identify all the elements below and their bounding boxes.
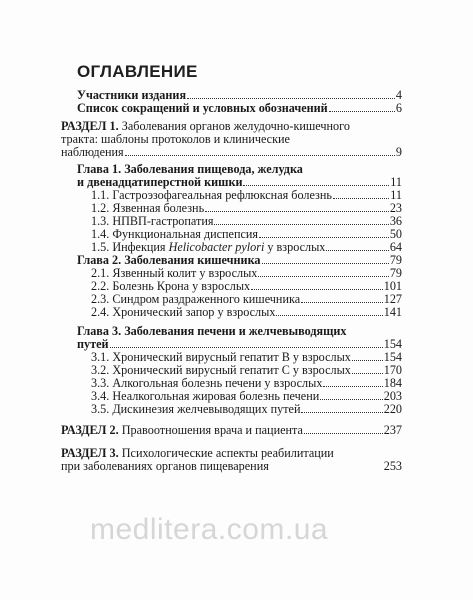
toc-page-number: 184: [383, 376, 402, 390]
toc-chapter-1-line1: Глава 1. Заболевания пищевода, желудка: [77, 162, 303, 176]
toc-page-number: 170: [383, 363, 402, 377]
toc-entry-text: 3.2. Хронический вирусный гепатит С у взрослых: [91, 363, 351, 377]
dot-leader: [329, 111, 395, 112]
toc-entry-3-2: [91, 363, 402, 377]
section-label: РАЗДЕЛ 2.: [61, 423, 119, 437]
dot-leader: [301, 412, 382, 413]
toc-page-number: 101: [383, 279, 402, 293]
section-label: РАЗДЕЛ 1.: [61, 119, 119, 133]
section-title-part: Заболевания органов желудочно-кишечного: [118, 119, 350, 133]
dot-leader: [301, 302, 383, 303]
dot-leader: [214, 224, 388, 225]
dot-leader: [352, 360, 383, 361]
toc-entry-text: 2.3. Синдром раздраженного кишечника: [91, 292, 301, 306]
toc-page-number: 237: [383, 423, 402, 437]
toc-entry-1-4: [91, 227, 402, 241]
watermark: medlitera.com.ua: [90, 513, 329, 546]
toc-entry-text: 3.4. Неалкогольная жировая болезнь печени: [91, 389, 320, 403]
toc-chapter-3-line1: Глава 3. Заболевания печени и желчевыводящих: [77, 324, 347, 338]
toc-page-number: 220: [383, 402, 402, 416]
toc-page-number: 127: [383, 292, 402, 306]
toc-entry-text: наблюдения: [61, 145, 124, 159]
toc-entry-text: 1.3. НПВП-гастропатия: [91, 214, 214, 228]
dot-leader: [259, 237, 389, 238]
toc-page-number: 154: [383, 337, 402, 351]
toc-page-number: 23: [389, 201, 402, 215]
page-title: ОГЛАВЛЕНИЕ: [77, 62, 198, 81]
entry-suffix: у взрослых: [264, 240, 326, 254]
toc-page-number: 9: [395, 145, 402, 159]
toc-section-1-line3: [61, 145, 402, 159]
toc-page-number: 6: [395, 101, 402, 115]
dot-leader: [187, 98, 395, 99]
toc-entry-text: 1.4. Функциональная диспепсия: [91, 227, 259, 241]
toc-chapter-1-line2: [77, 175, 402, 189]
toc-entry-text: 3.3. Алкогольная болезнь печени у взрослых: [91, 376, 323, 390]
toc-entry-participants: [77, 88, 402, 102]
dot-leader: [205, 211, 389, 212]
toc-entry-3-5: [91, 402, 402, 416]
toc-page-number: 11: [390, 188, 402, 202]
toc-entry-text: 2.4. Хронический запор у взрослых: [91, 305, 276, 319]
toc-page-number: 64: [389, 240, 402, 254]
toc-entry-abbreviations: [77, 101, 402, 115]
toc-entry-2-1: [91, 266, 402, 280]
toc-page-number: 11: [390, 175, 402, 189]
toc-entry-text: [91, 240, 325, 254]
dot-leader: [125, 155, 395, 156]
dot-leader: [258, 276, 388, 277]
toc-page-number: 79: [389, 253, 402, 267]
toc-page-number: 50: [389, 227, 402, 241]
toc-entry-2-4: [91, 305, 402, 319]
dot-leader: [333, 198, 389, 199]
dot-leader: [262, 263, 389, 264]
toc-entry-text: Список сокращений и условных обозначений: [77, 101, 328, 115]
toc-page-number: 154: [383, 350, 402, 364]
section-title-part: Психологические аспекты реабилитации: [118, 446, 334, 460]
toc-entry-1-1: [91, 188, 402, 202]
toc-entry-1-2: [91, 201, 402, 215]
toc-section-1-line1: [61, 119, 350, 133]
dot-leader: [251, 289, 383, 290]
toc-entry-3-1: [91, 350, 402, 364]
toc-entry-text: Участники издания: [77, 88, 187, 102]
toc-page-number: 141: [383, 305, 402, 319]
dot-leader: [326, 250, 388, 251]
toc-entry-1-3: [91, 214, 402, 228]
toc-section-2: [61, 423, 402, 437]
toc-entry-3-3: [91, 376, 402, 390]
toc-entry-1-5: [91, 240, 402, 254]
toc-page-number: 203: [383, 389, 402, 403]
dot-leader: [110, 347, 383, 348]
toc-entry-text: и двенадцатиперстной кишки: [77, 175, 243, 189]
dot-leader: [304, 433, 383, 434]
toc-entry-text: при заболеваниях органов пищеварения: [61, 459, 269, 473]
toc-page-number: 79: [389, 266, 402, 280]
toc-entry-text: 2.2. Болезнь Крона у взрослых: [91, 279, 251, 293]
toc-entry-text: [61, 423, 303, 437]
dot-leader: [243, 185, 389, 186]
dot-leader: [276, 315, 382, 316]
toc-section-1-line2: тракта: шаблоны протоколов и клинические: [61, 132, 290, 146]
toc-section-3-line1: [61, 446, 334, 460]
toc-entry-text: 1.1. Гастроэзофагеальная рефлюксная болезнь: [91, 188, 332, 202]
dot-leader: [352, 373, 383, 374]
toc-page-number: 36: [389, 214, 402, 228]
dot-leader: [323, 386, 382, 387]
toc-page-number: 253: [383, 459, 402, 473]
toc-section-3-line2: [61, 459, 402, 473]
toc-chapter-2: [77, 253, 402, 267]
toc-entry-2-3: [91, 292, 402, 306]
toc-entry-text: 3.5. Дискинезия желчевыводящих путей: [91, 402, 301, 416]
entry-italic-term: Helicobacter pylori: [168, 240, 265, 254]
entry-prefix: 1.5. Инфекция: [91, 240, 169, 254]
toc-entry-text: путей: [77, 337, 109, 351]
toc-entry-text: 1.2. Язвенная болезнь: [91, 201, 205, 215]
dot-leader: [320, 399, 382, 400]
toc-entry-text: 3.1. Хронический вирусный гепатит В у взрослых: [91, 350, 351, 364]
toc-entry-text: 2.1. Язвенный колит у взрослых: [91, 266, 258, 280]
toc-entry-3-4: [91, 389, 402, 403]
toc-chapter-3-line2: [77, 337, 402, 351]
toc-page-number: 4: [395, 88, 402, 102]
toc-entry-2-2: [91, 279, 402, 293]
section-title-part: Правоотношения врача и пациента: [118, 423, 303, 437]
toc-entry-text: Глава 2. Заболевания кишечника: [77, 253, 261, 267]
section-label: РАЗДЕЛ 3.: [61, 446, 119, 460]
